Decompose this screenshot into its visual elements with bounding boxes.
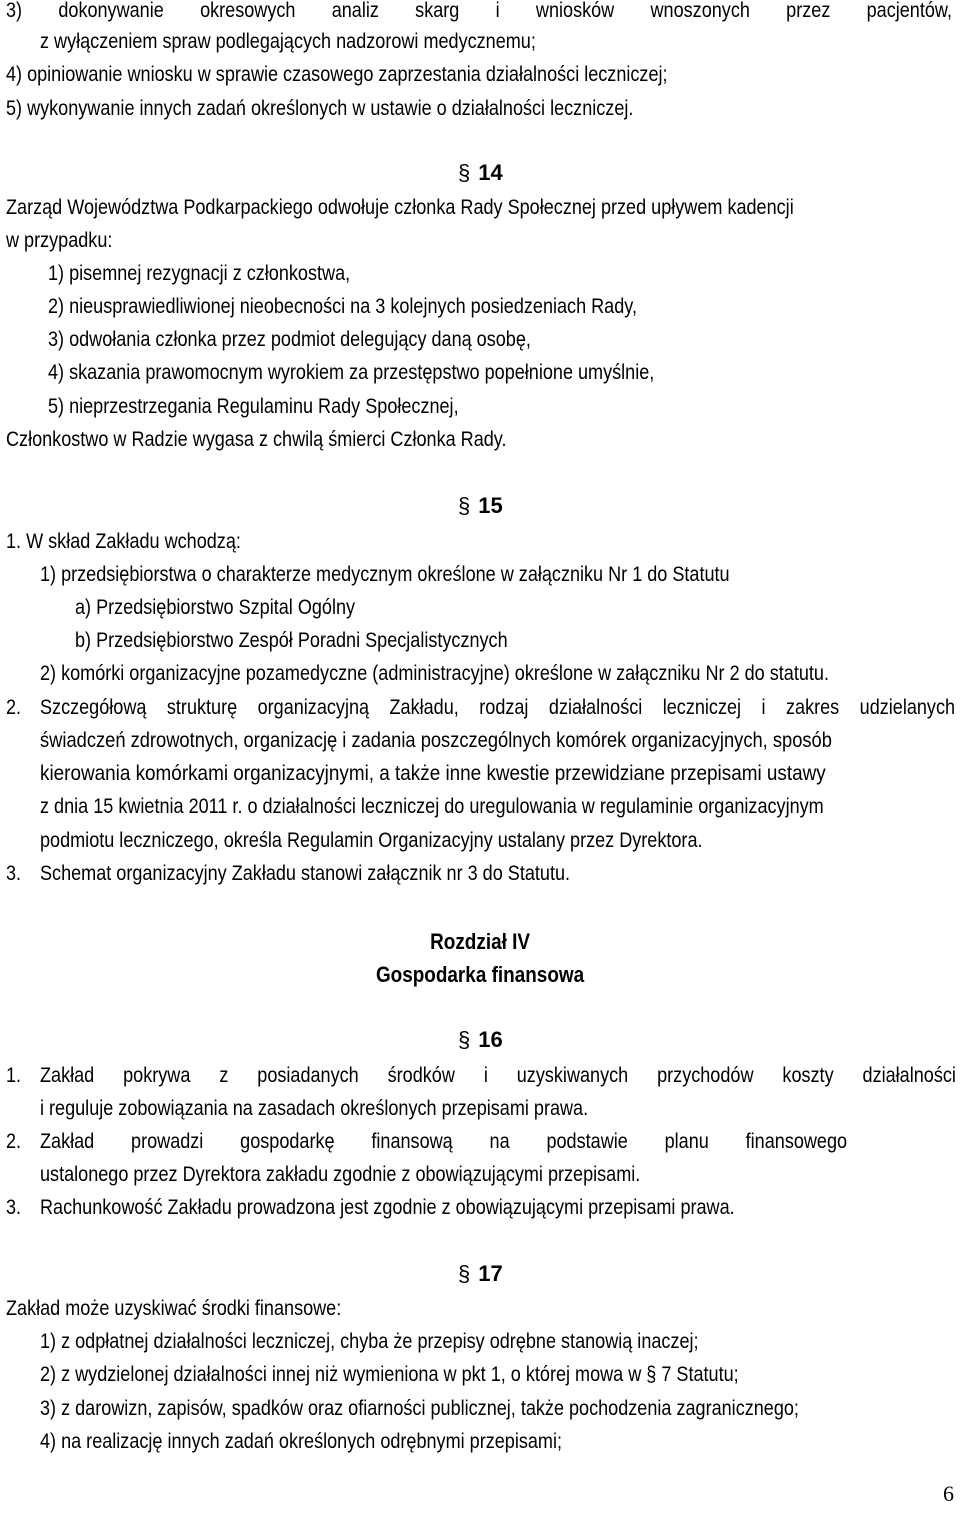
section-14-intro: Zarząd Województwa Podkarpackiego odwołuje członka Rady Społecznej przed upływem kadencji xyxy=(6,196,794,219)
section-17-item-3: 3) z darowizn, zapisów, spadków oraz ofiarności publicznej, także pochodzenia zagranicznego; xyxy=(40,1397,799,1420)
section-17-intro: Zakład może uzyskiwać środki finansowe: xyxy=(6,1297,342,1320)
word: dokonywanie xyxy=(58,0,164,22)
section-16-point-1-number: 1. xyxy=(6,1064,22,1087)
word: i xyxy=(761,696,766,719)
word: uzyskiwanych xyxy=(516,1064,629,1087)
section-17-item-1: 1) z odpłatnej działalności leczniczej, chyba że przepisy odrębne stanowią inaczej; xyxy=(40,1330,699,1353)
paragraph-sign: § xyxy=(458,1261,471,1286)
word: Zakładu, xyxy=(389,696,459,719)
section-14-closing: Członkostwo w Radzie wygasa z chwilą śmierci Członka Rady. xyxy=(6,428,507,451)
section-15-point-2-line-3: kierowania komórkami organizacyjnymi, a także inne kwestie przewidziane przepisami ustawy xyxy=(40,762,826,785)
word: okresowych xyxy=(200,0,296,22)
top-item-5: 5) wykonywanie innych zadań określonych w ustawie o działalności leczniczej. xyxy=(6,97,634,120)
section-15-heading xyxy=(458,493,503,519)
section-14-item-5: 5) nieprzestrzegania Regulaminu Rady Społecznej, xyxy=(48,395,459,418)
section-16-point-2-number: 2. xyxy=(6,1130,22,1153)
word: strukturę xyxy=(166,696,238,719)
section-16-point-3-number: 3. xyxy=(6,1196,22,1219)
word: Szczegółową xyxy=(40,696,147,719)
section-15-point-3: Schemat organizacyjny Zakładu stanowi załącznik nr 3 do Statutu. xyxy=(40,862,571,885)
word: posiadanych xyxy=(257,1064,359,1087)
section-15-point-1: 1. W skład Zakładu wchodzą: xyxy=(6,530,241,553)
word: Zakład xyxy=(40,1064,95,1087)
paragraph-sign: § xyxy=(458,493,471,518)
section-15-point-2-line-2: świadczeń zdrowotnych, organizację i zadania poszczególnych komórek organizacyjnych, sposób xyxy=(40,729,832,752)
section-14-item-1: 1) pisemnej rezygnacji z członkostwa, xyxy=(48,262,351,285)
section-14-item-2: 2) nieusprawiedliwionej nieobecności na 3 kolejnych posiedzeniach Rady, xyxy=(48,295,637,318)
page-number: 6 xyxy=(943,1481,954,1506)
section-17-item-4: 4) na realizację innych zadań określonych odrębnymi przepisami; xyxy=(40,1430,563,1453)
section-16-point-2-line-1: Zakład prowadzi gospodarkę finansową na podstawie planu finansowego xyxy=(40,1130,848,1153)
word: 3) xyxy=(6,0,23,22)
word: i xyxy=(483,1064,488,1087)
section-16-point-1-line-2: i reguluje zobowiązania na zasadach określonych przepisami prawa. xyxy=(40,1097,589,1120)
section-17-number: 17 xyxy=(478,1261,503,1286)
section-15-point-1-1-a: a) Przedsiębiorstwo Szpital Ogólny xyxy=(75,596,356,619)
section-15-point-2-line-4: z dnia 15 kwietnia 2011 r. o działalności leczniczej do uregulowania w regulaminie organizacyjnym xyxy=(40,795,824,818)
section-14-intro-cont: w przypadku: xyxy=(6,229,113,252)
chapter-subtitle: Gospodarka finansowa xyxy=(375,962,585,987)
paragraph-sign: § xyxy=(458,1027,471,1052)
top-item-3 xyxy=(6,0,952,26)
word: przychodów xyxy=(657,1064,754,1087)
word: działalności xyxy=(862,1064,956,1087)
chapter-title: Rozdział IV xyxy=(430,929,530,954)
word: analiz xyxy=(331,0,379,22)
section-16-heading xyxy=(458,1027,503,1053)
word: wniosków xyxy=(535,0,615,22)
section-16-point-1-line-1 xyxy=(40,1061,956,1091)
word: i xyxy=(495,0,500,22)
word: koszty xyxy=(782,1064,834,1087)
section-16-point-3: Rachunkowość Zakładu prowadzona jest zgodnie z obowiązującymi przepisami prawa. xyxy=(40,1196,735,1219)
section-17-item-2: 2) z wydzielonej działalności innej niż wymieniona w pkt 1, o której mowa w § 7 Statutu; xyxy=(40,1363,739,1386)
section-15-point-3-number: 3. xyxy=(6,862,22,885)
section-15-point-1-1: 1) przedsiębiorstwa o charakterze medycznym określone w załączniku Nr 1 do Statutu xyxy=(40,563,730,586)
section-14-item-4: 4) skazania prawomocnym wyrokiem za przestępstwo popełnione umyślnie, xyxy=(48,361,655,384)
section-15-point-2-line-1 xyxy=(40,693,955,723)
word: przez xyxy=(786,0,831,22)
section-14-number: 14 xyxy=(478,160,503,185)
section-16-number: 16 xyxy=(478,1027,503,1052)
section-15-point-2-line-5: podmiotu leczniczego, określa Regulamin Organizacyjny ustalany przez Dyrektora. xyxy=(40,829,703,852)
word: organizacyjną xyxy=(257,696,370,719)
word: działalności xyxy=(548,696,643,719)
section-17-heading xyxy=(458,1261,503,1287)
section-14-item-3: 3) odwołania członka przez podmiot delegujący daną osobę, xyxy=(48,328,531,351)
word: zakres xyxy=(785,696,840,719)
top-item-4: 4) opiniowanie wniosku w sprawie czasowego zaprzestania działalności leczniczej; xyxy=(6,63,668,86)
top-item-3-cont: z wyłączeniem spraw podlegających nadzorowi medycznemu; xyxy=(40,30,536,53)
word: z xyxy=(219,1064,229,1087)
word: pacjentów, xyxy=(866,0,952,22)
section-15-point-2-number: 2. xyxy=(6,696,22,719)
word: udzielanych xyxy=(859,696,956,719)
word: leczniczej xyxy=(662,696,742,719)
word: środków xyxy=(387,1064,455,1087)
section-14-heading xyxy=(458,160,503,186)
section-16-point-2-line-2: ustalonego przez Dyrektora zakładu zgodnie z obowiązującymi przepisami. xyxy=(40,1163,641,1186)
paragraph-sign: § xyxy=(458,160,471,185)
word: rodzaj xyxy=(479,696,529,719)
word: pokrywa xyxy=(123,1064,191,1087)
section-15-point-1-2: 2) komórki organizacyjne pozamedyczne (administracyjne) określone w załączniku Nr 2 do statutu. xyxy=(40,662,829,685)
section-15-point-1-1-b: b) Przedsiębiorstwo Zespół Poradni Specjalistycznych xyxy=(75,629,508,652)
word: wnoszonych xyxy=(650,0,750,22)
word: skarg xyxy=(415,0,460,22)
section-15-number: 15 xyxy=(478,493,503,518)
